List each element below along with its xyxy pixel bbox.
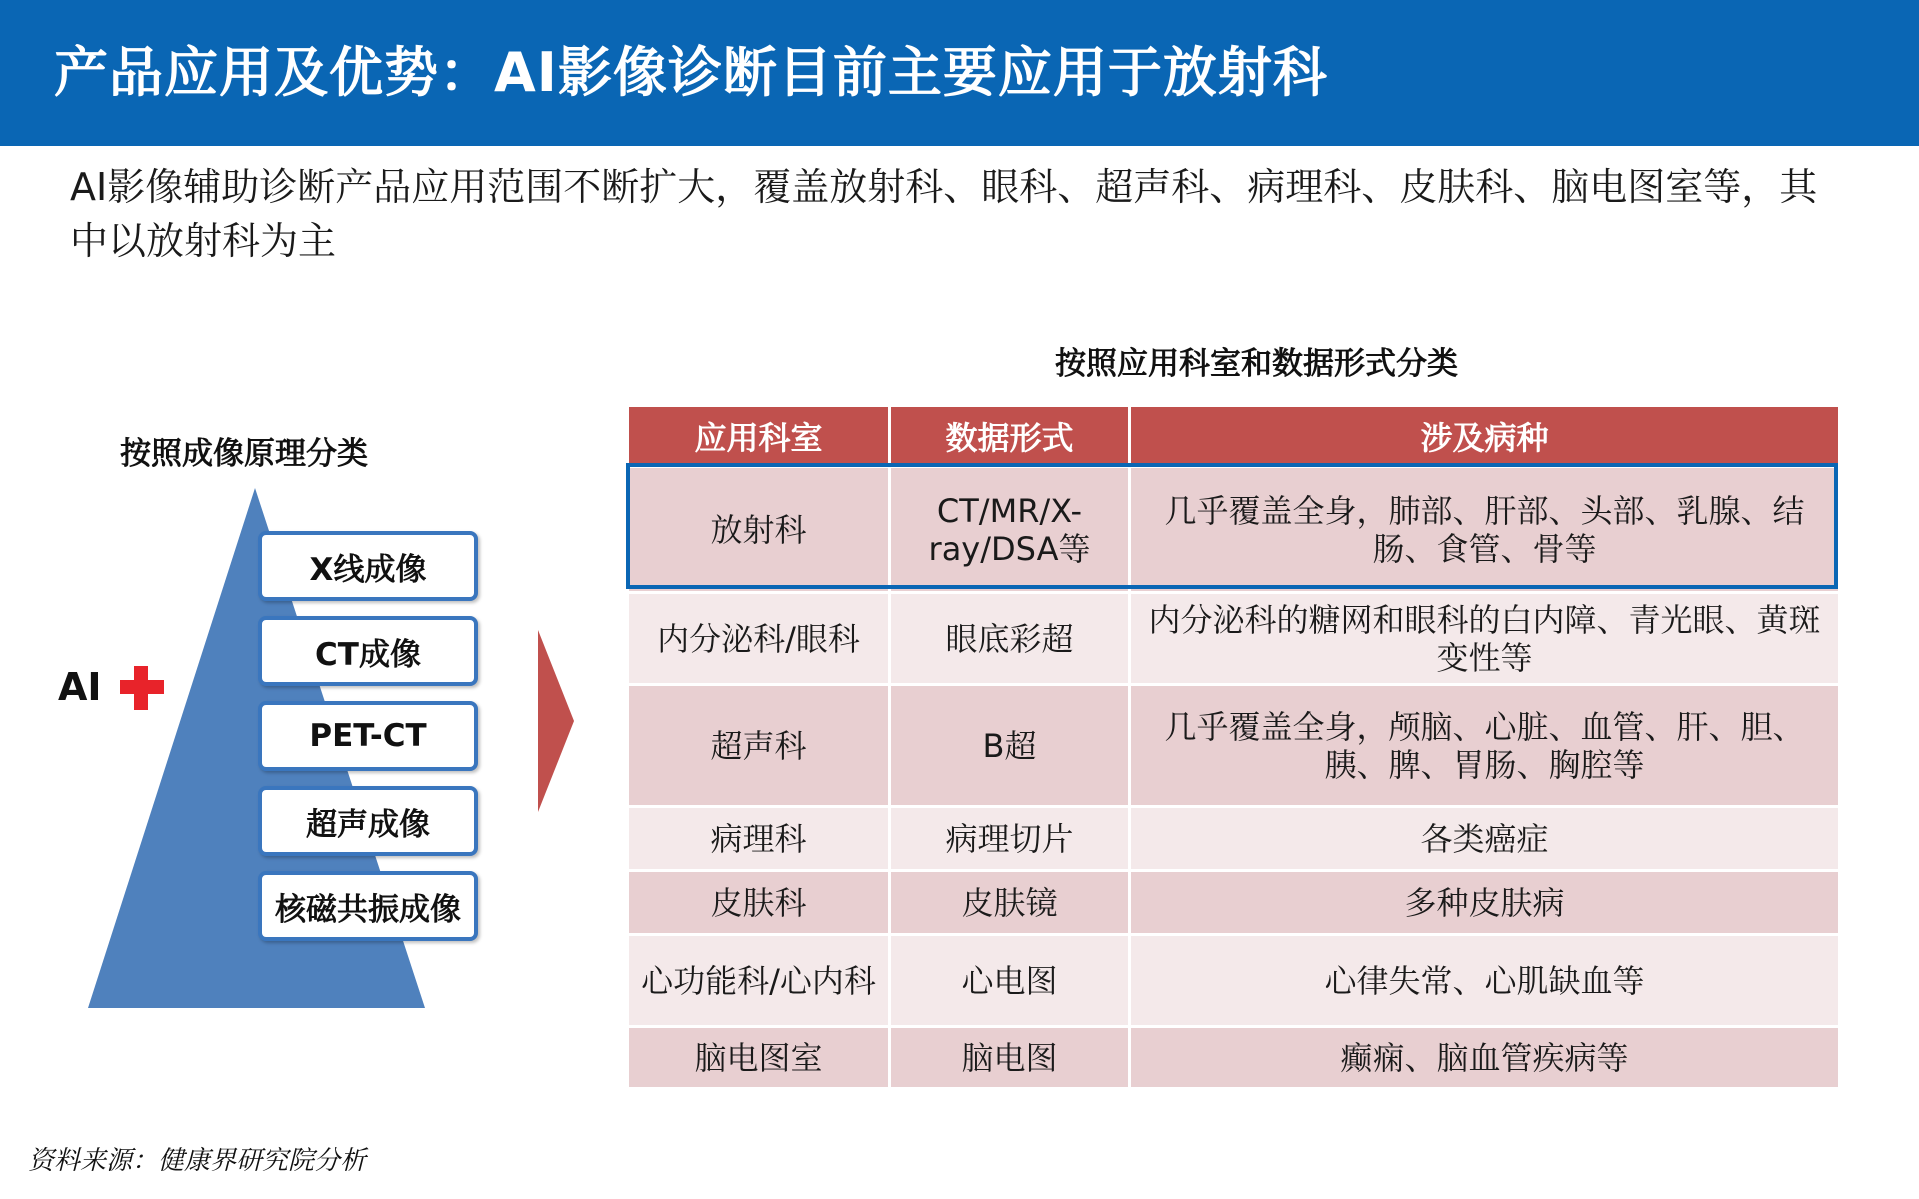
cell-dept: 放射科 bbox=[628, 467, 890, 593]
department-table bbox=[626, 404, 1838, 1090]
cell-disease: 几乎覆盖全身，肺部、肝部、头部、乳腺、结肠、食管、骨等 bbox=[1130, 467, 1840, 593]
layer-ultrasound: 超声成像 bbox=[258, 786, 478, 856]
cell-dept: 超声科 bbox=[628, 685, 890, 807]
cell-disease: 内分泌科的糖网和眼科的白内障、青光眼、黄斑变性等 bbox=[1130, 593, 1840, 685]
source-note: 资料来源：健康界研究院分析 bbox=[28, 1146, 367, 1176]
table-row bbox=[628, 593, 1840, 685]
layer-xray: X线成像 bbox=[258, 531, 478, 601]
cell-dept: 心功能科/心内科 bbox=[628, 935, 890, 1027]
header-dept: 应用科室 bbox=[628, 406, 890, 467]
cell-disease: 多种皮肤病 bbox=[1130, 871, 1840, 935]
table-row bbox=[628, 685, 1840, 807]
table-row bbox=[628, 807, 1840, 871]
cell-disease: 心律失常、心肌缺血等 bbox=[1130, 935, 1840, 1027]
cell-disease: 癫痫、脑血管疾病等 bbox=[1130, 1027, 1840, 1089]
ai-label: AI bbox=[58, 665, 102, 709]
table-row bbox=[628, 935, 1840, 1027]
intro-text: AI影像辅助诊断产品应用范围不断扩大，覆盖放射科、眼科、超声科、病理科、皮肤科、脑电图室等，其中以放射科为主 bbox=[70, 165, 1818, 263]
cell-format: 皮肤镜 bbox=[890, 871, 1130, 935]
table-row bbox=[628, 1027, 1840, 1089]
cell-dept: 内分泌科/眼科 bbox=[628, 593, 890, 685]
cell-dept: 脑电图室 bbox=[628, 1027, 890, 1089]
layer-pet-ct: PET-CT bbox=[258, 701, 478, 771]
layer-mri: 核磁共振成像 bbox=[258, 871, 478, 941]
cell-dept: 病理科 bbox=[628, 807, 890, 871]
header-disease: 涉及病种 bbox=[1130, 406, 1840, 467]
table-row bbox=[628, 467, 1840, 593]
cell-format: 眼底彩超 bbox=[890, 593, 1130, 685]
cell-disease: 各类癌症 bbox=[1130, 807, 1840, 871]
cell-format: 脑电图 bbox=[890, 1027, 1130, 1089]
page-title: 产品应用及优势：AI影像诊断目前主要应用于放射科 bbox=[54, 41, 1328, 104]
right-arrow-icon bbox=[538, 630, 574, 812]
layer-ct: CT成像 bbox=[258, 616, 478, 686]
cell-format: 心电图 bbox=[890, 935, 1130, 1027]
header-bar bbox=[0, 0, 1919, 146]
cell-dept: 皮肤科 bbox=[628, 871, 890, 935]
cell-format: B超 bbox=[890, 685, 1130, 807]
table-row bbox=[628, 871, 1840, 935]
medical-cross-icon bbox=[118, 664, 166, 712]
imaging-principle-title: 按照成像原理分类 bbox=[120, 436, 368, 472]
header-format: 数据形式 bbox=[890, 406, 1130, 467]
cell-disease: 几乎覆盖全身，颅脑、心脏、血管、肝、胆、胰、脾、胃肠、胸腔等 bbox=[1130, 685, 1840, 807]
cell-format: CT/MR/X-ray/DSA等 bbox=[890, 467, 1130, 593]
department-table-title: 按照应用科室和数据形式分类 bbox=[1055, 346, 1458, 382]
table-header-row bbox=[628, 406, 1840, 467]
cell-format: 病理切片 bbox=[890, 807, 1130, 871]
